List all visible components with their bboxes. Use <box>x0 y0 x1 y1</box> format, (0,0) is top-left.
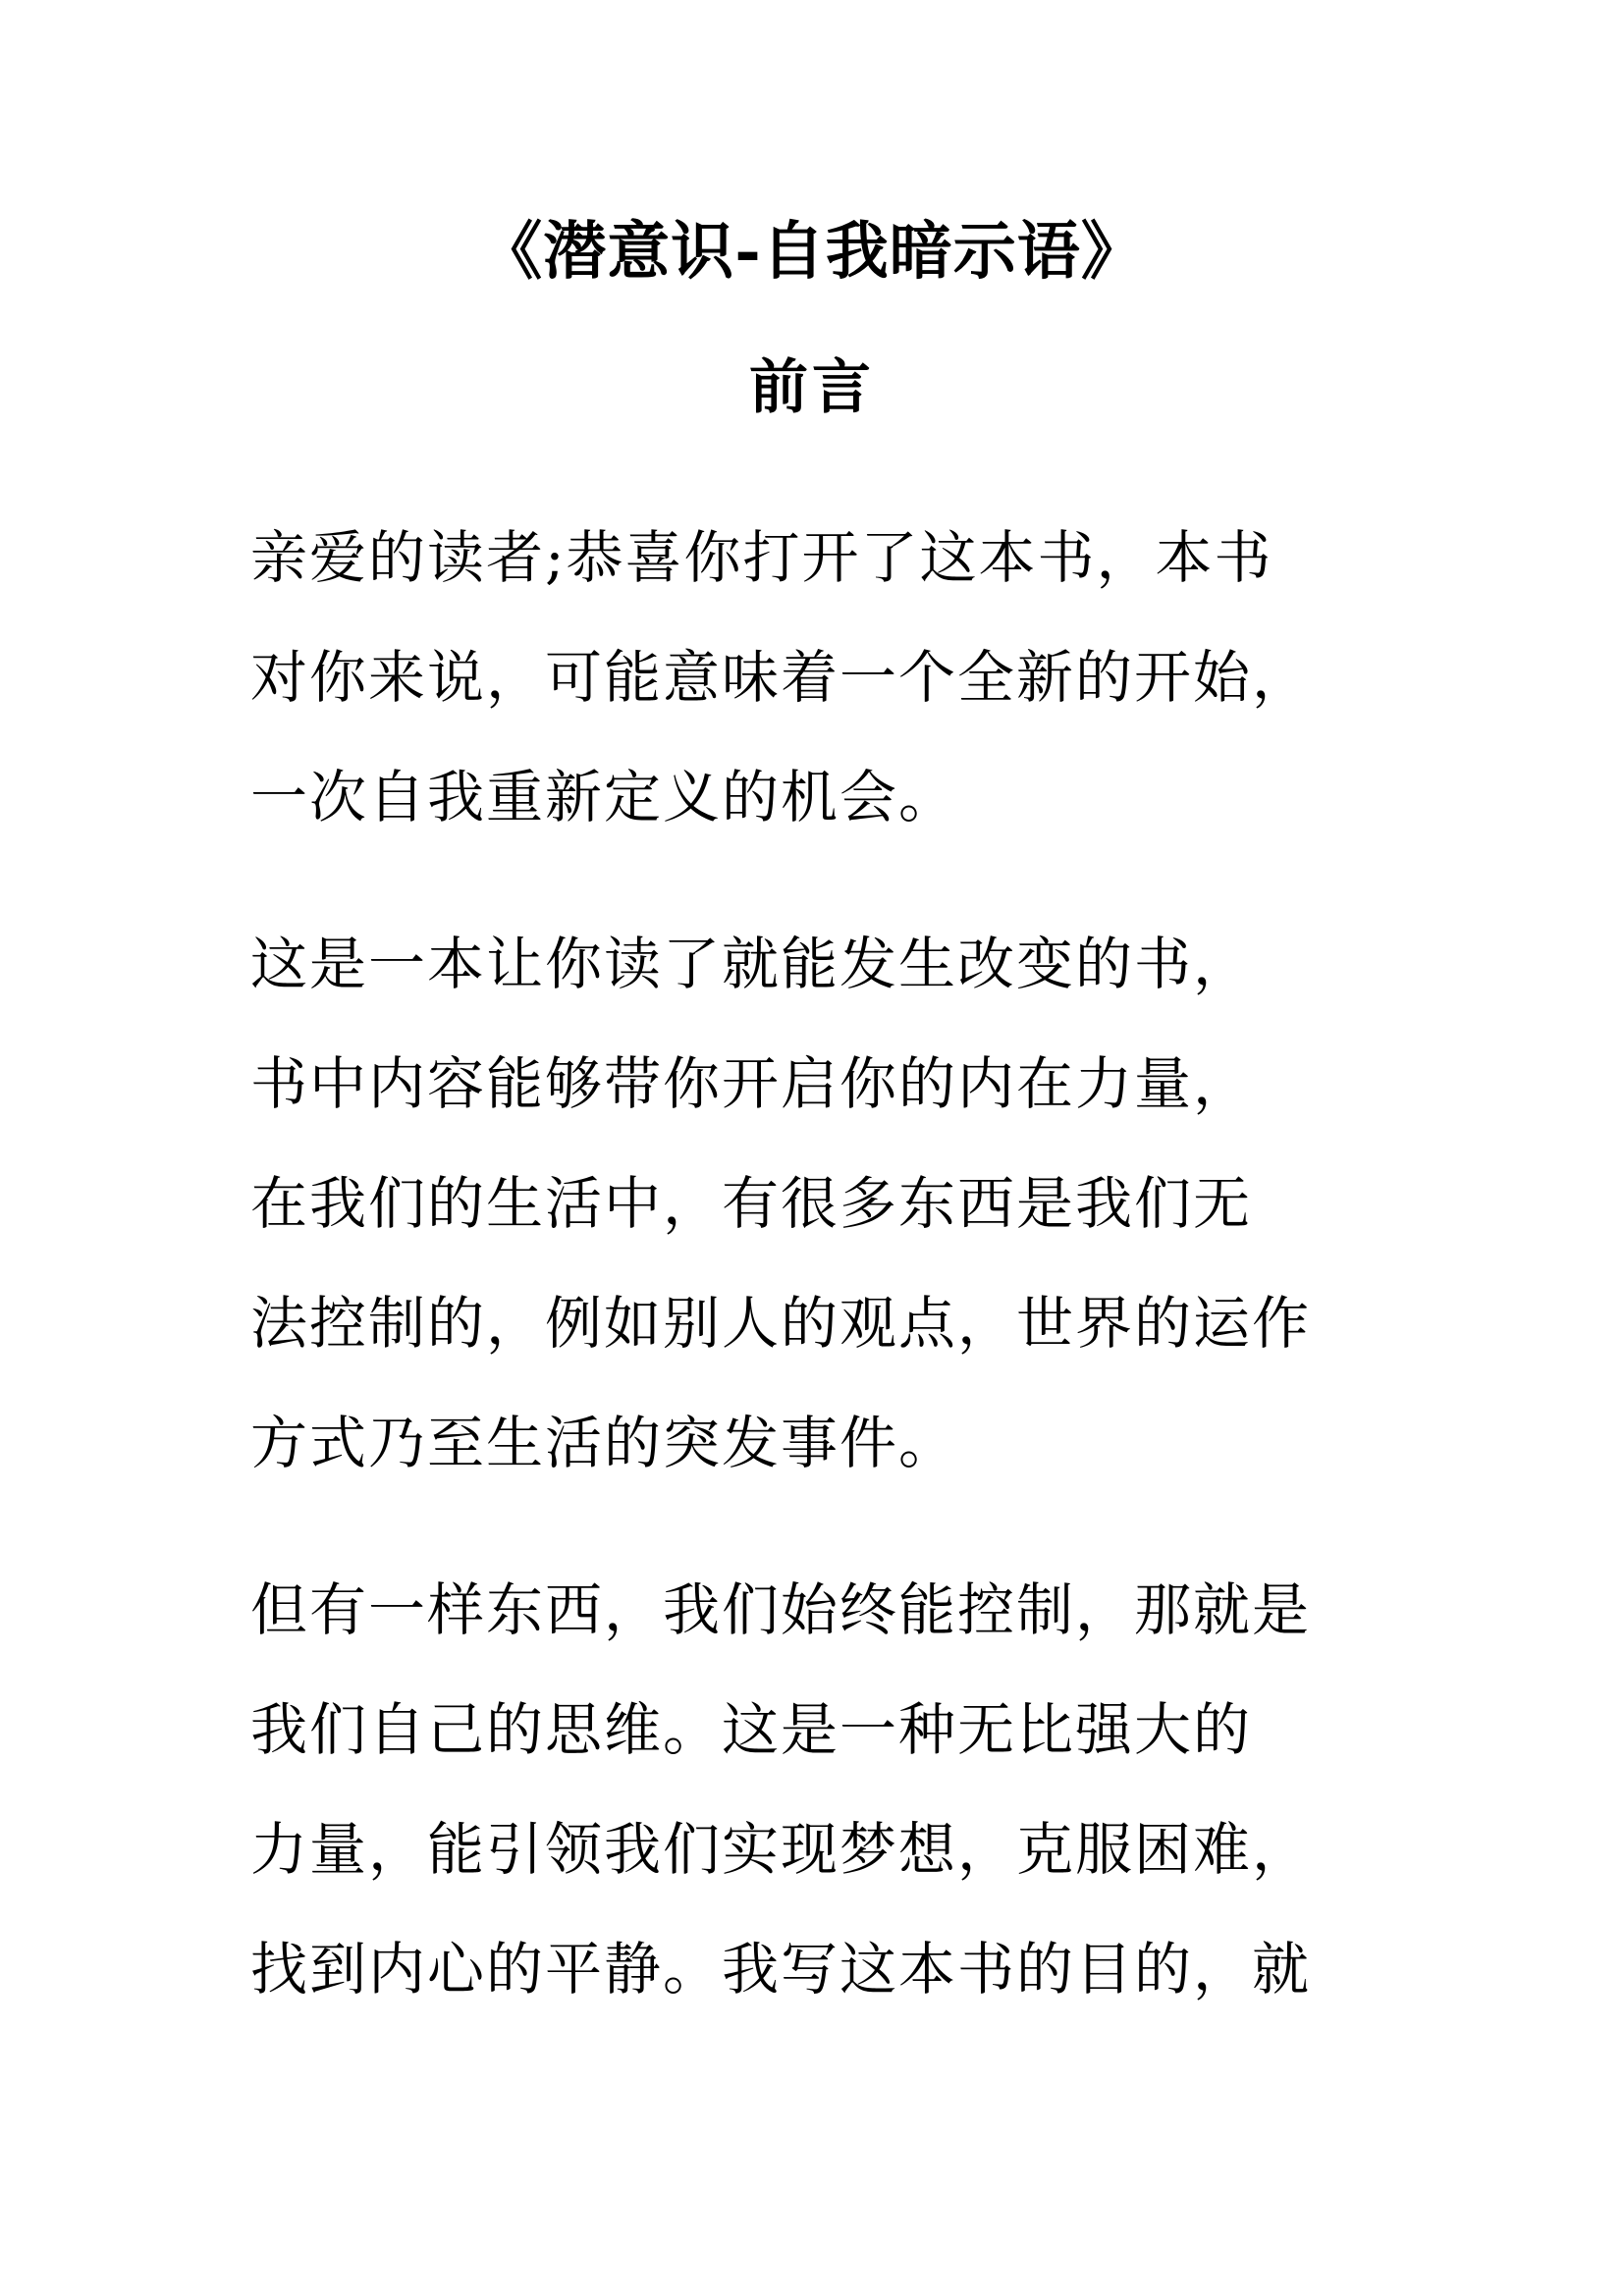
text-line: 找到内心的平静。我写这本书的目的，就 <box>250 1936 1312 2002</box>
paragraph <box>250 508 1389 868</box>
body-text <box>250 508 1389 2087</box>
text-line: 法控制的，例如别人的观点，世界的运作 <box>250 1290 1312 1357</box>
text-line: 一次自我重新定义的机会。 <box>250 764 958 830</box>
text-line: 在我们的生活中，有很多东西是我们无 <box>250 1170 1253 1237</box>
section-heading: 前言 <box>749 353 875 422</box>
text-line: 但有一样东西，我们始终能控制，那就是 <box>250 1576 1312 1643</box>
text-line: 书中内容能够带你开启你的内在力量， <box>250 1050 1253 1117</box>
text-line: 我们自己的思维。这是一种无比强大的 <box>250 1696 1253 1763</box>
document-title: 《潜意识-自我暗示语》 <box>479 215 1145 289</box>
paragraph <box>250 915 1389 1514</box>
text-line: 对你来说，可能意味着一个全新的开始， <box>250 644 1312 711</box>
text-line: 力量，能引领我们实现梦想，克服困难， <box>250 1816 1312 1883</box>
paragraph <box>250 1561 1389 2040</box>
text-line: 方式乃至生活的突发事件。 <box>250 1410 958 1476</box>
text-line: 这是一本让你读了就能发生改变的书， <box>250 931 1253 997</box>
text-line: 亲爱的读者;恭喜你打开了这本书，本书 <box>250 524 1273 591</box>
